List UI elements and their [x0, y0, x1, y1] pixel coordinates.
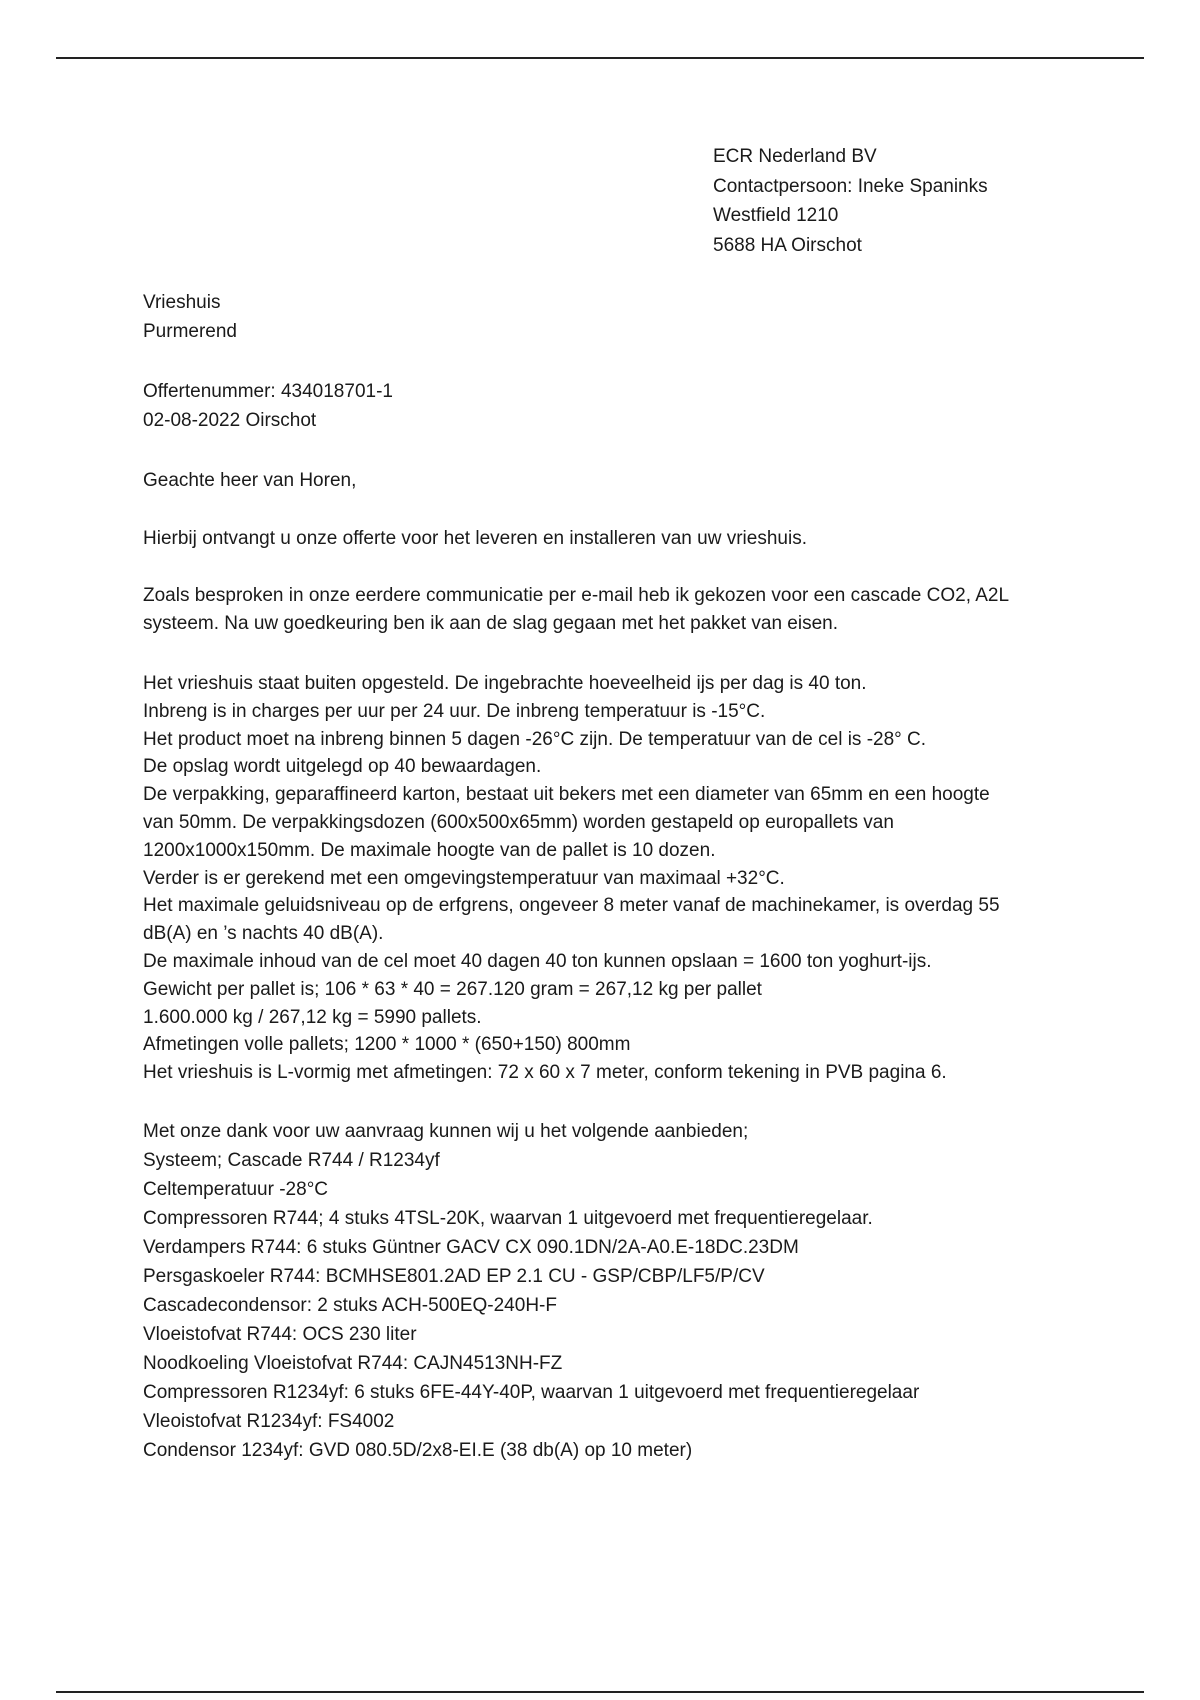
offer-line: Cascadecondensor: 2 stuks ACH-500EQ-240H-F [143, 1295, 557, 1316]
offer-meta [143, 377, 1088, 435]
offer-line: Vleoistofvat R1234yf: FS4002 [143, 1411, 395, 1432]
offer-line: Systeem; Cascade R744 / R1234yf [143, 1150, 440, 1171]
sender-street: Westfield 1210 [713, 205, 839, 226]
spec-line: Afmetingen volle pallets; 1200 * 1000 * (650+150) 800mm [143, 1034, 631, 1056]
spec-line: 1200x1000x150mm. De maximale hoogte van de pallet is 10 dozen. [143, 839, 716, 861]
offer-line: Verdampers R744: 6 stuks Güntner GACV CX 090.1DN/2A-A0.E-18DC.23DM [143, 1237, 799, 1258]
recipient-address [143, 289, 1088, 346]
spec-line: Verder is er gerekend met een omgevingstemperatuur van maximaal +32°C. [143, 867, 785, 889]
communication-paragraph [143, 582, 1088, 638]
offer-line: Compressoren R744; 4 stuks 4TSL-20K, waarvan 1 uitgevoerd met frequentieregelaar. [143, 1208, 873, 1229]
offer-date-place: 02-08-2022 Oirschot [143, 410, 317, 431]
offer-number: Offertenummer: 434018701-1 [143, 381, 393, 402]
spec-line: 1.600.000 kg / 267,12 kg = 5990 pallets. [143, 1006, 482, 1028]
footer-rule [56, 1691, 1144, 1693]
offer-line: Celtemperatuur -28°C [143, 1179, 329, 1200]
offer-line: Met onze dank voor uw aanvraag kunnen wij u het volgende aanbieden; [143, 1121, 749, 1142]
spec-line: Inbreng is in charges per uur per 24 uur. De inbreng temperatuur is -15°C. [143, 700, 766, 722]
spec-line: van 50mm. De verpakkingsdozen (600x500x65mm) worden gestapeld op europallets van [143, 811, 894, 833]
offer-line: Persgaskoeler R744: BCMHSE801.2AD EP 2.1 CU - GSP/CBP/LF5/P/CV [143, 1266, 765, 1287]
recipient-city: Purmerend [143, 320, 237, 342]
offer-line: Compressoren R1234yf: 6 stuks 6FE-44Y-40P, waarvan 1 uitgevoerd met frequentieregelaar [143, 1382, 920, 1403]
spec-line: Het vrieshuis is L-vormig met afmetingen: 72 x 60 x 7 meter, conform tekening in PVB pagina 6. [143, 1062, 947, 1084]
sender-postal-city: 5688 HA Oirschot [713, 234, 862, 256]
recipient-name: Vrieshuis [143, 292, 221, 313]
header-rule [56, 57, 1144, 59]
specifications-paragraph [143, 670, 1088, 1087]
spec-line: Het product moet na inbreng binnen 5 dagen -26°C zijn. De temperatuur van de cel is -28° C. [143, 728, 927, 750]
spec-line: Het maximale geluidsniveau op de erfgrens, ongeveer 8 meter vanaf de machinekamer, is overdag 55 [143, 895, 1000, 917]
sender-address [713, 142, 988, 260]
spec-line: dB(A) en ’s nachts 40 dB(A). [143, 923, 384, 945]
sender-company: ECR Nederland BV [713, 146, 877, 167]
spec-line: Het vrieshuis staat buiten opgesteld. De ingebrachte hoeveelheid ijs per dag is 40 ton. [143, 673, 867, 694]
spec-line: De opslag wordt uitgelegd op 40 bewaardagen. [143, 756, 542, 778]
greeting: Geachte heer van Horen, [143, 470, 357, 491]
paragraph-line: systeem. Na uw goedkeuring ben ik aan de slag gegaan met het pakket van eisen. [143, 613, 838, 634]
sender-contact: Contactpersoon: Ineke Spaninks [713, 175, 988, 197]
intro-paragraph: Hierbij ontvangt u onze offerte voor het leveren en installeren van uw vrieshuis. [143, 528, 807, 549]
paragraph-line: Zoals besproken in onze eerdere communicatie per e-mail heb ik gekozen voor een cascade CO2, A2L [143, 585, 1010, 606]
offer-list [143, 1117, 1088, 1465]
spec-line: De verpakking, geparaffineerd karton, bestaat uit bekers met een diameter van 65mm en een hoogte [143, 784, 990, 806]
offer-line: Condensor 1234yf: GVD 080.5D/2x8-EI.E (38 db(A) op 10 meter) [143, 1440, 693, 1461]
offer-line: Noodkoeling Vloeistofvat R744: CAJN4513NH-FZ [143, 1353, 563, 1374]
offer-line: Vloeistofvat R744: OCS 230 liter [143, 1324, 417, 1345]
spec-line: De maximale inhoud van de cel moet 40 dagen 40 ton kunnen opslaan = 1600 ton yoghurt-ijs. [143, 950, 932, 972]
spec-line: Gewicht per pallet is; 106 * 63 * 40 = 267.120 gram = 267,12 kg per pallet [143, 978, 762, 1000]
